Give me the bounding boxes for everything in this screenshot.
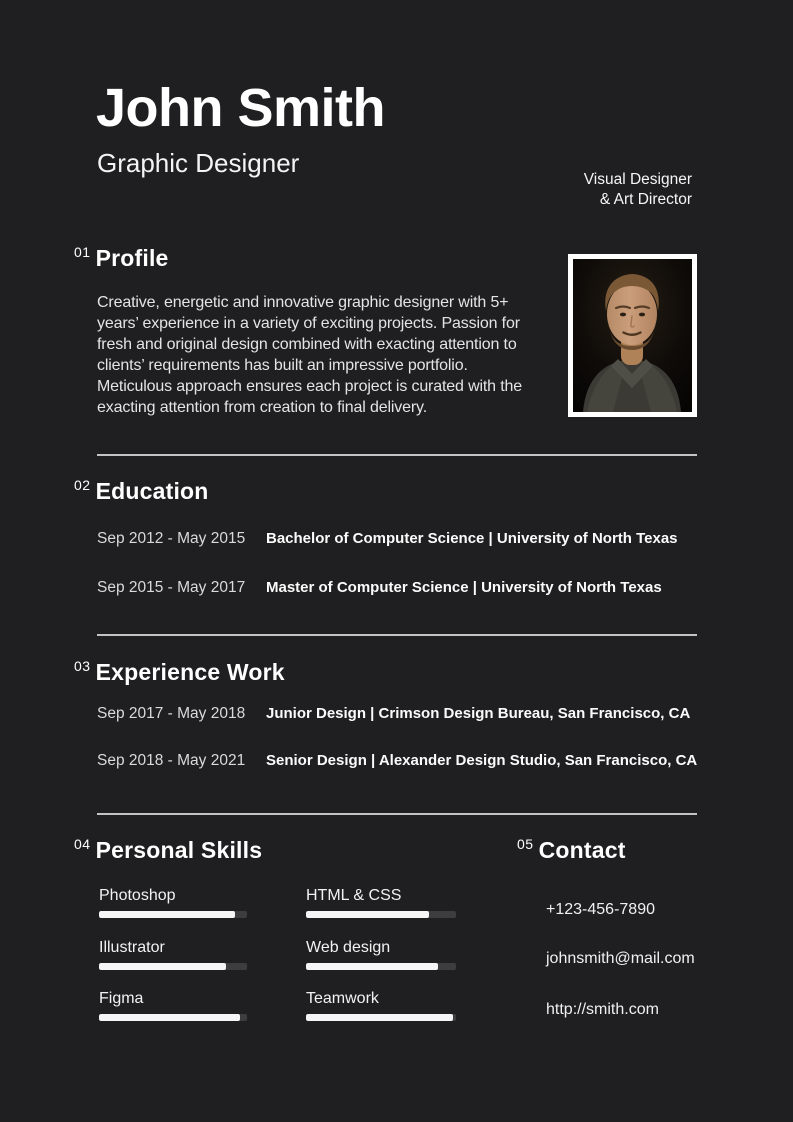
section-number: 04 xyxy=(74,836,91,852)
skill-illustrator xyxy=(99,939,247,970)
skill-label: Illustrator xyxy=(99,939,165,956)
section-title: Contact xyxy=(538,837,626,863)
profile-photo xyxy=(568,254,697,417)
experience-dates: Sep 2018 - May 2021 xyxy=(97,752,246,769)
skill-bar-track xyxy=(306,963,456,970)
education-dates: Sep 2015 - May 2017 xyxy=(97,579,246,596)
skill-bar-track xyxy=(99,963,247,970)
skill-bar-fill xyxy=(306,1014,453,1021)
skill-bar-fill xyxy=(306,911,429,918)
skill-label: Web design xyxy=(306,939,391,956)
contact-email: johnsmith@mail.com xyxy=(546,950,695,967)
education-row xyxy=(97,530,678,548)
section-heading-education xyxy=(74,477,209,504)
tagline-line-2: & Art Director xyxy=(599,191,692,208)
section-number: 03 xyxy=(74,658,91,674)
experience-row xyxy=(97,705,690,723)
person-name: John Smith xyxy=(96,78,385,138)
section-title: Personal Skills xyxy=(95,837,263,863)
skill-label: Teamwork xyxy=(306,990,379,1007)
skill-web-design xyxy=(306,939,456,970)
skill-bar-track xyxy=(99,911,247,918)
section-heading-experience xyxy=(74,658,285,685)
experience-role: Junior Design | Crimson Design Bureau, San Francisco, CA xyxy=(266,705,691,722)
education-degree: Bachelor of Computer Science | University of North Texas xyxy=(266,530,678,547)
skill-bar-track xyxy=(99,1014,247,1021)
section-heading-contact xyxy=(517,836,626,863)
skill-bar-track xyxy=(306,911,456,918)
education-dates: Sep 2012 - May 2015 xyxy=(97,530,246,547)
skill-bar-fill xyxy=(99,911,235,918)
contact-website: http://smith.com xyxy=(546,1001,659,1018)
skill-bar-fill xyxy=(99,1014,240,1021)
education-row xyxy=(97,579,662,597)
section-heading-profile xyxy=(74,244,169,271)
experience-dates: Sep 2017 - May 2018 xyxy=(97,705,246,722)
profile-summary: Creative, energetic and innovative graphic designer with 5+ years’ experience in a variety of exciting projects. Passion for fresh and original design combined with exacting attention to clients’ requirements has built an impressive portfolio. Meticulous approach ensures each project is curated with the exacting attention from creation to final delivery. xyxy=(97,294,523,416)
skill-bar-fill xyxy=(99,963,226,970)
section-number: 01 xyxy=(74,244,91,260)
section-title: Education xyxy=(95,478,209,504)
skill-bar-track xyxy=(306,1014,456,1021)
job-title: Graphic Designer xyxy=(97,148,300,178)
skill-bar-fill xyxy=(306,963,438,970)
education-degree: Master of Computer Science | University of North Texas xyxy=(266,579,662,596)
skill-label: Photoshop xyxy=(99,887,176,904)
divider-line xyxy=(97,634,697,636)
skill-label: HTML & CSS xyxy=(306,887,402,904)
skill-photoshop xyxy=(99,887,247,918)
experience-row xyxy=(97,752,697,770)
section-title: Experience Work xyxy=(95,659,285,685)
skill-label: Figma xyxy=(99,990,144,1007)
section-heading-skills xyxy=(74,836,263,863)
skill-teamwork xyxy=(306,990,456,1021)
skill-html-css xyxy=(306,887,456,918)
section-number: 02 xyxy=(74,477,91,493)
divider-line xyxy=(97,813,697,815)
section-number: 05 xyxy=(517,836,534,852)
divider-line xyxy=(97,454,697,456)
tagline-line-1: Visual Designer xyxy=(583,171,692,188)
tagline xyxy=(584,170,692,210)
contact-phone: +123-456-7890 xyxy=(546,901,655,918)
portrait-photo-graphic xyxy=(573,259,692,412)
skill-figma xyxy=(99,990,247,1021)
experience-role: Senior Design | Alexander Design Studio, San Francisco, CA xyxy=(266,752,698,769)
section-title: Profile xyxy=(95,245,169,271)
